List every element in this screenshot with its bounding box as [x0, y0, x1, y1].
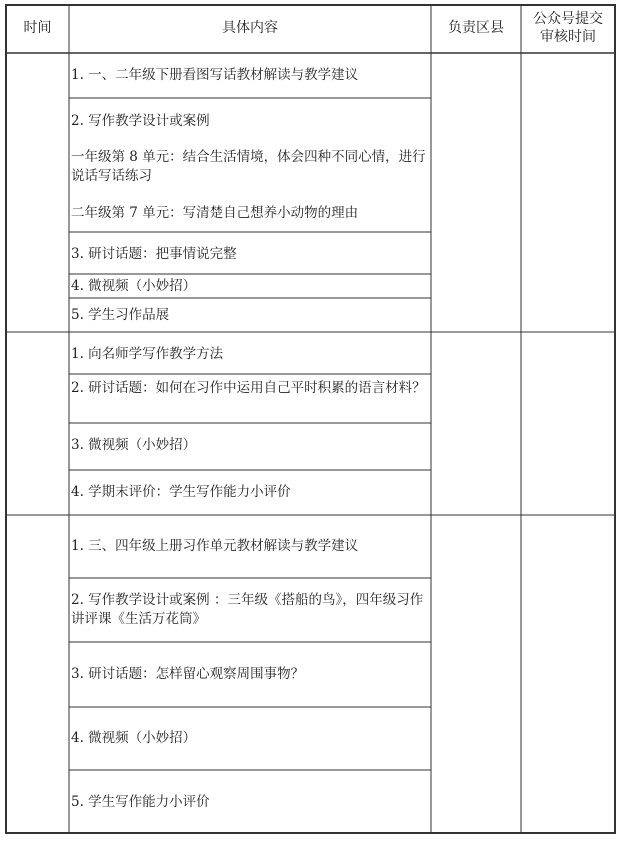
- list-item: 1. 向名师学写作教学方法: [71, 346, 224, 362]
- list-item: 2. 研讨话题：如何在习作中运用自己平时积累的语言材料？: [71, 380, 426, 396]
- list-item: 一年级第 8 单元：结合生活情境，体会四种不同心情，进行说话写话练习: [71, 149, 426, 184]
- header-content: 具体内容: [222, 20, 278, 36]
- list-item: 二年级第 7 单元：写清楚自己想养小动物的理由: [71, 205, 359, 221]
- list-item: 4. 学期末评价：学生写作能力小评价: [71, 484, 291, 500]
- list-item: 1. 一、二年级下册看图写话教材解读与教学建议: [71, 67, 359, 83]
- list-item: 5. 学生写作能力小评价: [71, 794, 210, 810]
- list-item: 1. 三、四年级上册习作单元教材解读与教学建议: [71, 538, 359, 554]
- header-time: 时间: [23, 20, 52, 36]
- list-item: 2. 写作教学设计或案例 ：三年级《搭船的鸟》，四年级习作讲评课《生活万花筒》: [71, 592, 424, 627]
- list-item: 5. 学生习作品展: [71, 307, 170, 323]
- schedule-table: [5, 4, 616, 834]
- header-review-line2: 审核时间: [540, 29, 596, 45]
- header-district: 负责区县: [448, 20, 504, 36]
- list-item: 3. 研讨话题：怎样留心观察周围事物？: [71, 666, 305, 682]
- list-item: 3. 研讨话题：把事情说完整: [71, 246, 237, 262]
- list-item: 2. 写作教学设计或案例: [71, 113, 210, 129]
- header-review-line1: 公众号提交: [533, 11, 603, 27]
- list-item: 3. 微视频（小妙招）: [71, 437, 197, 453]
- list-item: 4. 微视频（小妙招）: [71, 278, 197, 294]
- list-item: 4. 微视频（小妙招）: [71, 730, 197, 746]
